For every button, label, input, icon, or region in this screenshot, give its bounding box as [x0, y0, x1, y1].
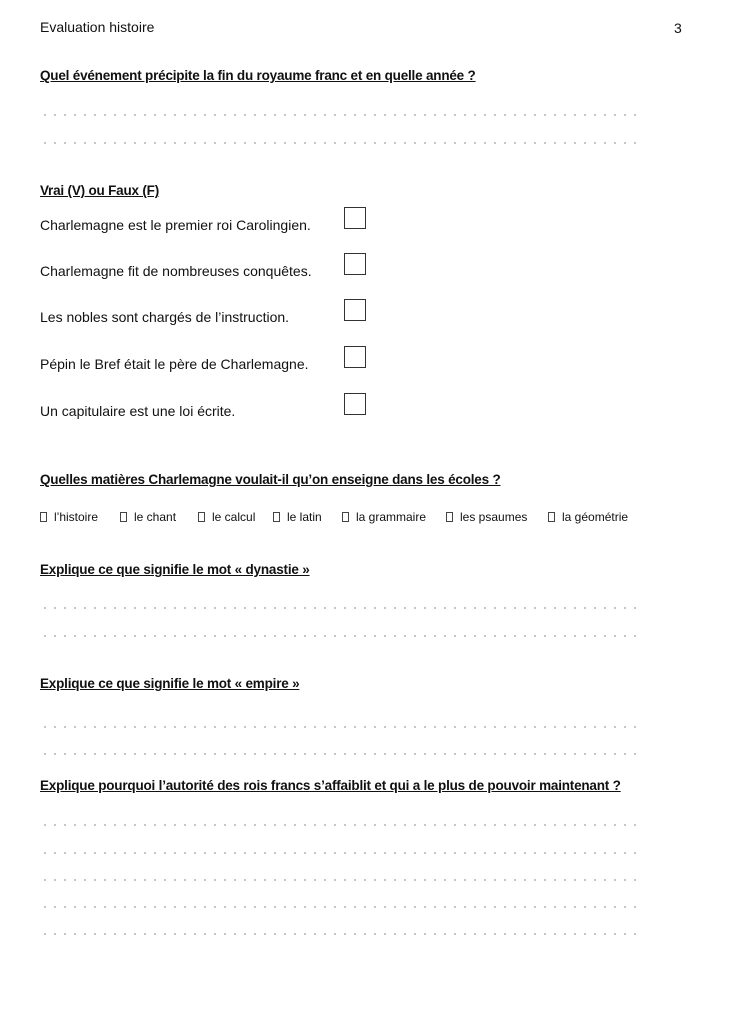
checkbox-icon: [273, 512, 280, 522]
answer-line[interactable]: [40, 753, 638, 755]
dynastie-question-heading: Explique ce que signifie le mot « dynastie »: [40, 562, 310, 577]
answer-line[interactable]: [40, 852, 638, 854]
answer-line[interactable]: [40, 933, 638, 935]
subject-label: la grammaire: [356, 510, 427, 524]
subject-label: le chant: [134, 510, 177, 524]
subject-option[interactable]: [198, 510, 255, 524]
checkbox-icon: [342, 512, 349, 522]
empire-question-heading: Explique ce que signifie le mot « empire »: [40, 676, 300, 691]
answer-line[interactable]: [40, 879, 638, 881]
answer-line[interactable]: [40, 906, 638, 908]
answer-line[interactable]: [40, 635, 638, 637]
subject-label: l’histoire: [54, 510, 99, 524]
checkbox-icon: [446, 512, 453, 522]
checkbox-icon: [120, 512, 127, 522]
subject-label: la géométrie: [562, 510, 629, 524]
page-number: 3: [674, 20, 682, 36]
autorite-question-heading: Explique pourquoi l’autorité des rois francs s’affaiblit et qui a le plus de pouvoir maintenant ?: [40, 778, 621, 793]
subjects-options: [40, 510, 660, 528]
answer-line[interactable]: [40, 607, 638, 609]
checkbox-icon: [198, 512, 205, 522]
question-1-heading: Quel événement précipite la fin du royaume franc et en quelle année ?: [40, 68, 476, 83]
true-false-statement: Charlemagne fit de nombreuses conquêtes.: [40, 263, 312, 279]
answer-line[interactable]: [40, 726, 638, 728]
subjects-question-heading: Quelles matières Charlemagne voulait-il qu’on enseigne dans les écoles ?: [40, 472, 501, 487]
true-false-heading: Vrai (V) ou Faux (F): [40, 183, 160, 198]
answer-line[interactable]: [40, 142, 638, 144]
true-false-statement: Charlemagne est le premier roi Carolingien.: [40, 217, 311, 233]
header-title: Evaluation histoire: [40, 19, 155, 35]
subject-label: les psaumes: [460, 510, 528, 524]
answer-checkbox[interactable]: [344, 346, 366, 368]
answer-line[interactable]: [40, 114, 638, 116]
subject-option[interactable]: [40, 510, 98, 524]
subject-option[interactable]: [273, 510, 322, 524]
true-false-item: [40, 346, 380, 372]
subject-label: le latin: [287, 510, 322, 524]
answer-checkbox[interactable]: [344, 393, 366, 415]
true-false-statement: Pépin le Bref était le père de Charlemagne.: [40, 356, 309, 372]
answer-checkbox[interactable]: [344, 299, 366, 321]
true-false-item: [40, 393, 380, 419]
subject-label: le calcul: [212, 510, 256, 524]
answer-checkbox[interactable]: [344, 253, 366, 275]
checkbox-icon: [548, 512, 555, 522]
answer-checkbox[interactable]: [344, 207, 366, 229]
subject-option[interactable]: [120, 510, 176, 524]
checkbox-icon: [40, 512, 47, 522]
answer-line[interactable]: [40, 824, 638, 826]
true-false-statement: Les nobles sont chargés de l’instruction.: [40, 309, 290, 325]
subject-option[interactable]: [446, 510, 527, 524]
true-false-statement: Un capitulaire est une loi écrite.: [40, 403, 236, 419]
true-false-item: [40, 253, 380, 279]
subject-option[interactable]: [548, 510, 628, 524]
true-false-item: [40, 299, 380, 325]
subject-option[interactable]: [342, 510, 426, 524]
true-false-item: [40, 207, 380, 233]
